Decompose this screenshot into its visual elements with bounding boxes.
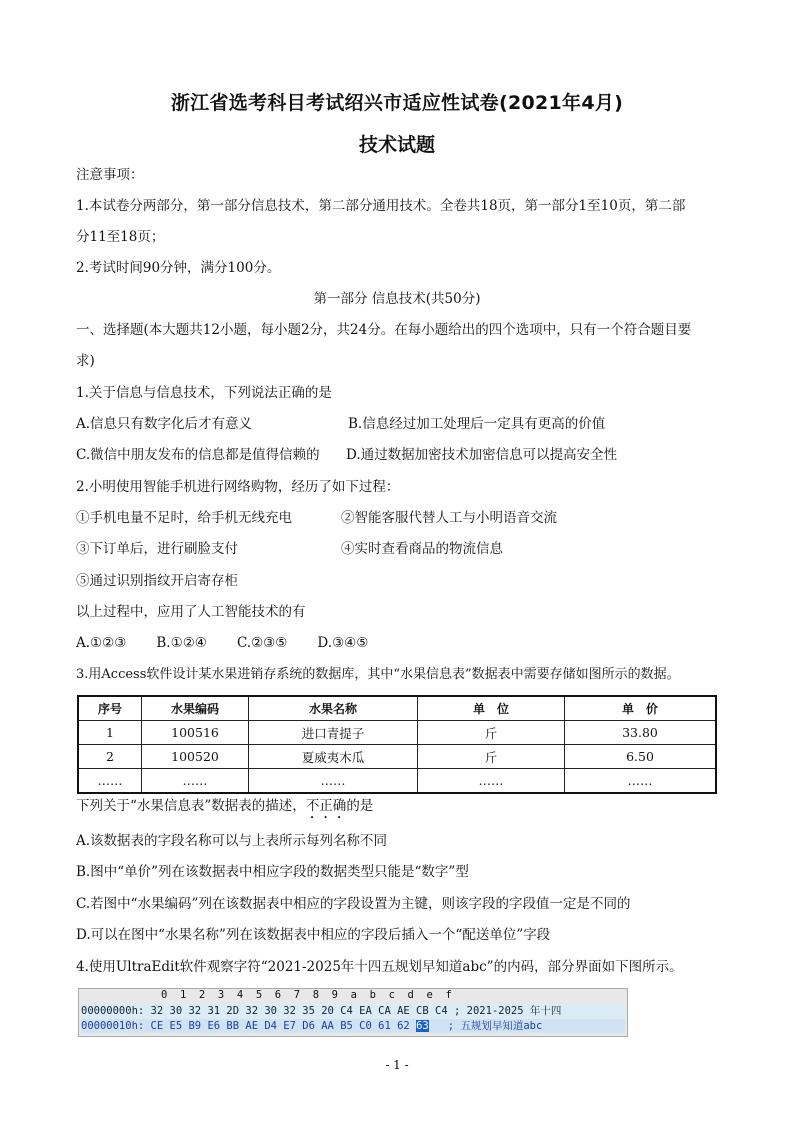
table-row [78,769,716,794]
hex-row [81,1019,625,1033]
q3-option-c: C.若图中“水果编码”列在该数据表中相应的字段设置为主键，则该字段的字段值一定是不同的 [76,896,631,912]
q1-option-c: C.微信中朋友发布的信息都是值得信赖的 [76,447,320,463]
section-intro-line2: 求) [76,353,95,369]
q3-option-b: B.图中“单价”列在该数据表中相应字段的数据类型只能是“数字”型 [76,864,469,880]
cell: …… [142,769,249,794]
q1-option-b: B.信息经过加工处理后一定具有更高的价值 [348,416,606,432]
exam-subtitle: 技术试题 [358,134,435,156]
hex-column-header: 0 1 2 3 4 5 6 7 8 9 a b c d e f [161,989,452,1001]
notice-item1-line1: 1.本试卷分两部分，第一部分信息技术，第二部分通用技术。全卷共18页，第一部分1至10页，第二部 [76,198,686,214]
table-row [78,721,716,745]
notice-heading: 注意事项： [76,167,144,183]
q3-ask-post: 的是 [346,798,374,814]
col-header-code: 水果编码 [142,696,249,721]
cell: 33.80 [565,721,717,745]
cell: …… [249,769,418,794]
q2-ask: 以上过程中，应用了人工智能技术的有 [76,604,306,620]
col-header-index: 序号 [78,696,142,721]
notice-item2: 2.考试时间90分钟，满分100分。 [76,260,281,276]
cell: 2 [78,745,142,769]
cell: 进口青提子 [249,721,418,745]
q2-step4: ④实时查看商品的物流信息 [341,541,503,557]
notice-item1-line2: 分11至18页； [76,229,165,245]
cell: 100516 [142,721,249,745]
fruit-info-table [77,695,717,794]
q1-stem: 1.关于信息与信息技术，下列说法正确的是 [76,385,332,401]
cell: 6.50 [565,745,717,769]
q1-option-a: A.信息只有数字化后才有意义 [76,416,253,432]
hex-bytes: CE E5 B9 E6 BB AE D4 E7 D6 AA B5 C0 61 62 [150,1020,410,1032]
hex-text: ; 2021-2025 年十四 [454,1005,562,1017]
section-intro-line1: 一、选择题(本大题共12小题，每小题2分，共24分。在每小题给出的四个选项中，只有一个符合题目要 [76,322,692,338]
q2-step3: ③下订单后，进行刷脸支付 [76,541,238,557]
part1-heading: 第一部分 信息技术(共50分) [313,291,481,307]
hex-row [81,1004,625,1018]
cell: …… [565,769,717,794]
cell: 夏威夷木瓜 [249,745,418,769]
table-row [78,745,716,769]
hex-address: 00000010h: [81,1020,145,1032]
col-header-price: 单 价 [565,696,717,721]
q3-option-a: A.该数据表的字段名称可以与上表所示每列名称不同 [76,833,388,849]
hex-address: 00000000h: [81,1005,145,1017]
cell: 1 [78,721,142,745]
q2-step2: ②智能客服代替人工与小明语音交流 [341,510,557,526]
hex-text: ; 五规划早知道abc [447,1020,543,1032]
ultraedit-hex-view [78,988,628,1037]
q3-stem: 3.用Access软件设计某水果进销存系统的数据库，其中“水果信息表”数据表中需要存储如图所示的数据。 [76,667,680,682]
q3-option-d: D.可以在图中“水果名称”列在该数据表中相应的字段后插入一个“配送单位”字段 [76,927,551,943]
col-header-name: 水果名称 [249,696,418,721]
hex-selected-byte[interactable]: 63 [416,1020,429,1032]
q3-ask [76,797,373,822]
table-header-row [78,696,716,721]
q1-option-d: D.通过数据加密技术加密信息可以提高安全性 [346,447,618,463]
q2-stem: 2.小明使用智能手机进行网络购物，经历了如下过程： [76,479,400,495]
q2-step1: ①手机电量不足时，给手机无线充电 [76,510,292,526]
q2-step5: ⑤通过识别指纹开启寄存柜 [76,573,238,589]
cell: 斤 [418,745,565,769]
page-number: - 1 - [385,1058,409,1072]
q4-stem: 4.使用UltraEdit软件观察字符“2021-2025年十四五规划早知道abc”的内码，部分界面如下图所示。 [76,959,683,975]
q3-ask-emphasis: 不正确 [305,798,347,814]
cell: 100520 [142,745,249,769]
cell: …… [78,769,142,794]
hex-bytes: 32 30 32 31 2D 32 30 32 35 20 C4 EA CA AE CB C4 [150,1005,448,1017]
cell: 斤 [418,721,565,745]
exam-title: 浙江省选考科目考试绍兴市适应性试卷(2021年4月) [170,92,624,114]
cell: …… [418,769,565,794]
col-header-unit: 单 位 [418,696,565,721]
q3-ask-pre: 下列关于“水果信息表”数据表的描述， [76,798,306,814]
q2-options: A.①②③ B.①②④ C.②③⑤ D.③④⑤ [76,635,369,651]
